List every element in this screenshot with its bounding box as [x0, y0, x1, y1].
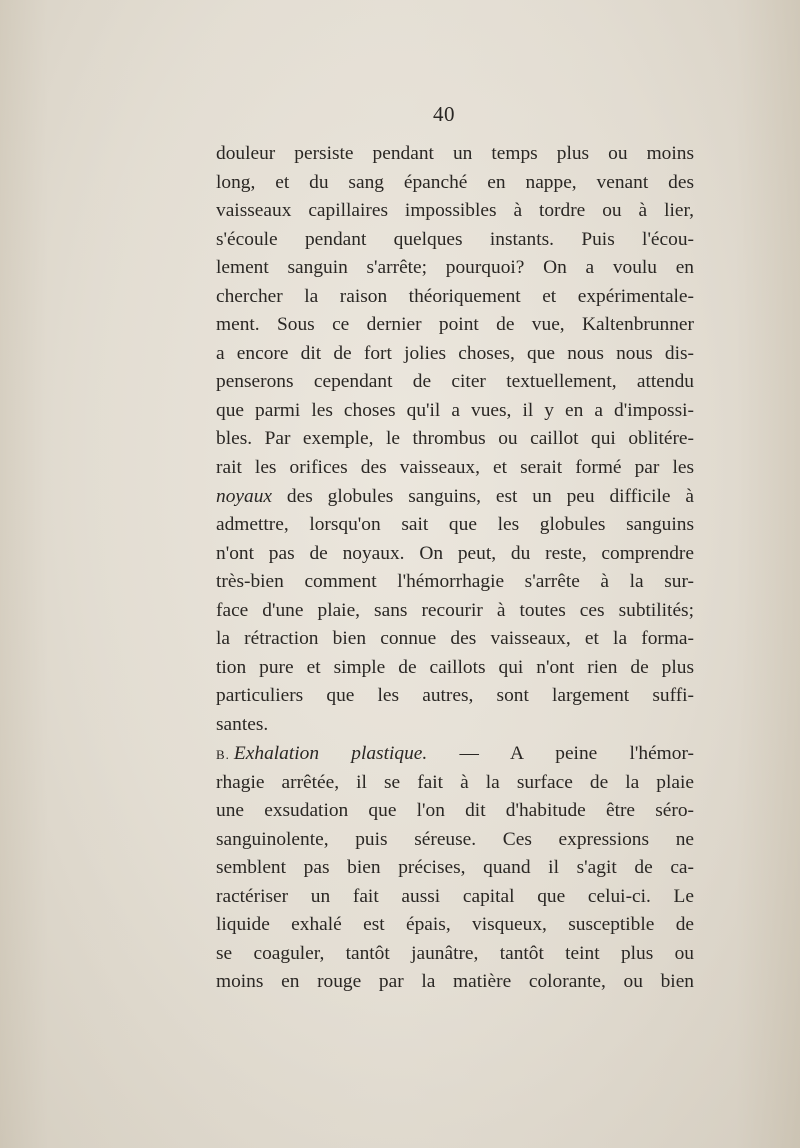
text-line: vaisseaux capillaires impossibles à tordre ou à lier, [216, 200, 694, 222]
text-line: la rétraction bien connue des vaisseaux, et la forma- [216, 628, 694, 650]
section-title: Exhalation plastique. [233, 743, 428, 764]
text-line: une exsudation que l'on dit d'habitude être séro- [216, 800, 694, 822]
text-line: face d'une plaie, sans recourir à toutes ces subtilités; [216, 599, 694, 621]
text-line: moins en rouge par la matière colorante, ou bien [216, 971, 694, 993]
text-line: a encore dit de fort jolies choses, que nous nous dis- [216, 342, 694, 364]
page-number: 40 [433, 102, 455, 126]
text-line: semblent pas bien précises, quand il s'agit de ca- [216, 857, 694, 879]
section-heading-line [216, 740, 694, 769]
text-line: particuliers que les autres, sont largement suffi- [216, 685, 694, 707]
text-line-rest: — A peine l'hémor- [427, 743, 694, 764]
text-line: rait les orifices des vaisseaux, et serait formé par les [216, 457, 694, 479]
text-line: douleur persiste pendant un temps plus ou moins [216, 143, 694, 164]
text-line-noyaux [216, 483, 694, 512]
text-line: long, et du sang épanché en nappe, venant des [216, 171, 694, 193]
italic-term-noyaux: noyaux [216, 485, 272, 507]
paragraph-exhalation-plastique [216, 740, 694, 997]
text-line: n'ont pas de noyaux. On peut, du reste, comprendre [216, 542, 694, 564]
text-line: s'écoule pendant quelques instants. Puis l'écou- [216, 228, 694, 250]
text-line: se coaguler, tantôt jaunâtre, tantôt teint plus ou [216, 942, 694, 964]
text-line: penserons cependant de citer textuellement, attendu [216, 371, 694, 393]
text-line: sanguinolente, puis séreuse. Ces expressions ne [216, 828, 694, 850]
text-line: rhagie arrêtée, il se fait à la surface de la plaie [216, 771, 694, 793]
text-line: tion pure et simple de caillots qui n'ont rien de plus [216, 656, 694, 678]
text-line: que parmi les choses qu'il a vues, il y en a d'impossi- [216, 399, 694, 421]
text-line: ractériser un fait aussi capital que celui-ci. Le [216, 885, 694, 907]
text-line: très-bien comment l'hémorrhagie s'arrête à la sur- [216, 571, 694, 593]
text-line-rest: des globules sanguins, est un peu difficile à [272, 485, 694, 507]
section-marker: B. [216, 747, 230, 762]
text-line: chercher la raison théoriquement et expérimentale- [216, 285, 694, 307]
text-line: bles. Par exemple, le thrombus ou caillot qui oblitére- [216, 428, 694, 450]
text-line: liquide exhalé est épais, visqueux, susceptible de [216, 914, 694, 936]
text-line: admettre, lorsqu'on sait que les globules sanguins [216, 514, 694, 536]
text-line: ment. Sous ce dernier point de vue, Kaltenbrunner [216, 314, 694, 336]
paragraph-hemorrhage [216, 140, 694, 739]
text-line: lement sanguin s'arrête; pourquoi? On a voulu en [216, 257, 694, 279]
text-line: santes. [216, 713, 269, 735]
